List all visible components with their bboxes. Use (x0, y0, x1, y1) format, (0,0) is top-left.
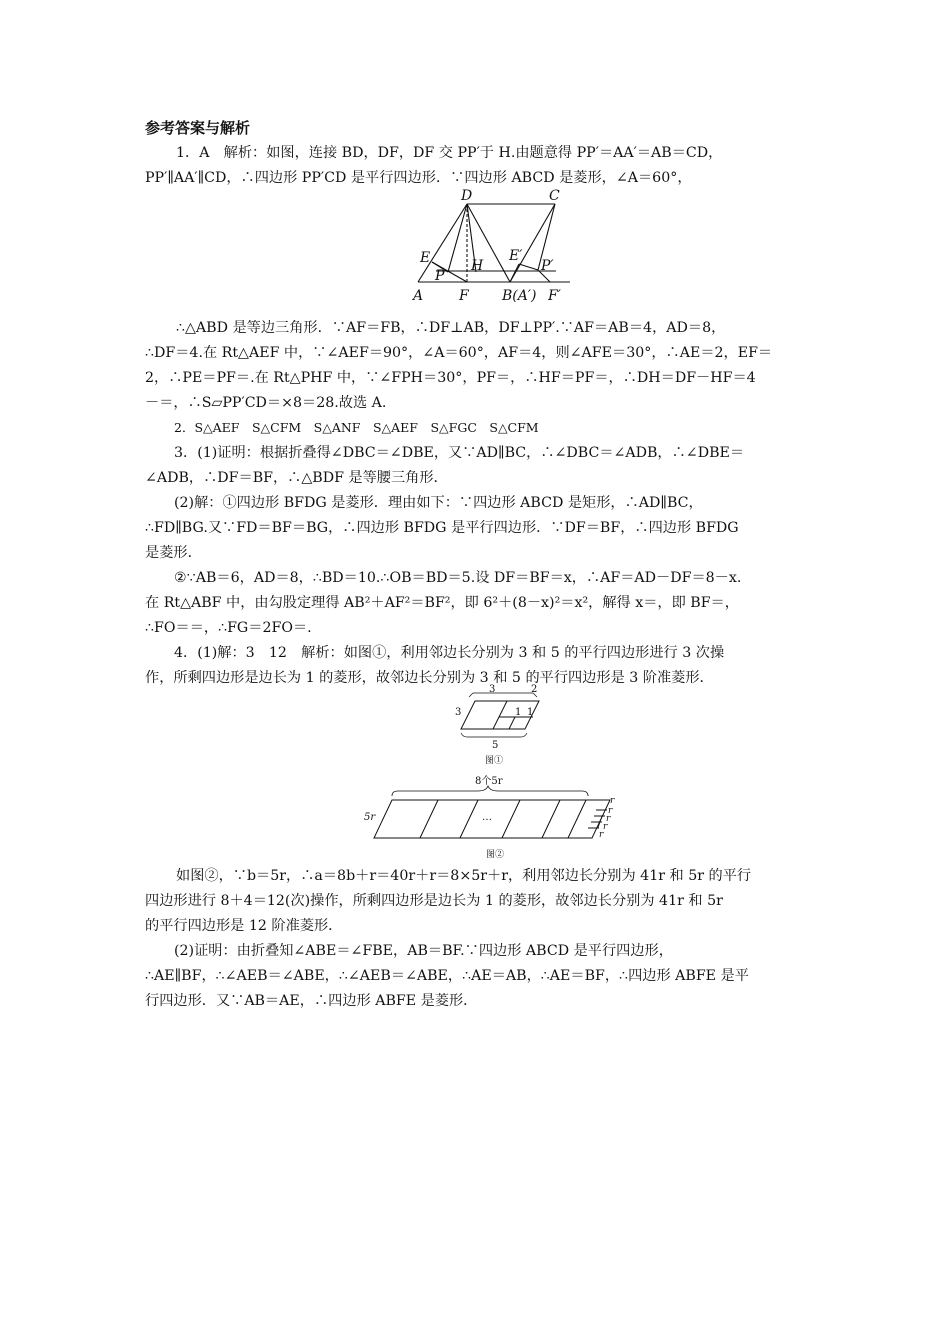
fig2-ellipsis: … (482, 812, 492, 823)
fig1-caption: 图① (485, 756, 504, 766)
label-D: D (461, 188, 473, 204)
label-E-prime: E′ (509, 248, 523, 264)
text-line: －＝，∴S▱PP′CD＝×8＝28.故选 A. (145, 395, 387, 411)
fig2-r4: r (603, 822, 608, 832)
text-line: PP′∥AA′∥CD，∴四边形 PP′CD 是平行四边形．∵四边形 ABCD 是菱形，∠A＝60°， (145, 170, 692, 186)
fig2-caption: 图② (486, 850, 505, 860)
fig2-r1: r (610, 796, 615, 806)
fig1-inner-1b: 1 (527, 707, 534, 718)
text-line: 1．A 解析：如图，连接 BD，DF，DF 交 PP′于 H.由题意得 PP′＝AA′＝AB＝CD， (176, 145, 723, 161)
text-line: 2，∴PE＝PF＝.在 Rt△PHF 中，∵∠FPH＝30°，PF＝，∴HF＝PF＝，∴DH＝DF－HF＝4 (145, 370, 756, 386)
fig1-inner-1a: 1 (515, 707, 522, 718)
fig1-top-3: 3 (489, 684, 496, 695)
label-A: A (413, 288, 424, 304)
text-line: 作，所剩四边形是边长为 1 的菱形，故邻边长分别为 3 和 5 的平行四边形是 3 阶准菱形． (145, 670, 714, 686)
label-F: F (459, 288, 469, 304)
text-line: ∠ADB，∴DF＝BF，∴△BDF 是等腰三角形． (145, 470, 448, 486)
fig1-left-3: 3 (455, 707, 462, 718)
fig2-left-5r: 5r (364, 812, 376, 823)
text-line: 在 Rt△ABF 中，由勾股定理得 AB²＋AF²＝BF²，即 6²＋(8－x)²＝x²，解得 x＝，即 BF＝， (145, 595, 739, 611)
fig2-r3: r (606, 814, 611, 824)
fig2-brace-label: 8个5r (475, 776, 503, 787)
fig2-r2: r (608, 806, 613, 816)
text-line: ∴AE∥BF，∴∠AEB＝∠ABE，∴∠AEB＝∠ABE，∴AE＝AB，∴AE＝BF，∴四边形 ABFE 是平 (145, 968, 749, 984)
text-line: 行四边形．又∵AB＝AE，∴四边形 ABFE 是菱形． (145, 993, 478, 1009)
figure-2-strip (360, 770, 630, 862)
text-line: ∴DF＝4.在 Rt△AEF 中，∵∠AEF＝90°，∠A＝60°，AF＝4，则∠AFE＝30°，∴AE＝2，EF＝ (145, 345, 773, 361)
text-line: 四边形进行 8＋4＝12(次)操作，所剩四边形是边长为 1 的菱形，故邻边长分别为 41r 和 5r (145, 893, 723, 909)
text-line: ②∵AB＝6，AD＝8，∴BD＝10.∴OB＝BD＝5.设 DF＝BF＝x，∴AF＝AD－DF＝8－x. (174, 570, 742, 586)
text-line: 4．(1)解：3 12 解析：如图①，利用邻边长分别为 3 和 5 的平行四边形进行 3 次操 (174, 645, 725, 661)
label-P: P (435, 268, 445, 284)
fig1-bottom-5: 5 (492, 740, 499, 751)
text-line: 3．(1)证明：根据折叠得∠DBC＝∠DBE，又∵AD∥BC，∴∠DBC＝∠ADB，∴∠DBE＝ (174, 445, 745, 461)
text-line: (2)解：①四边形 BFDG 是菱形．理由如下：∵四边形 ABCD 是矩形，∴AD∥BC， (174, 495, 703, 511)
label-E: E (420, 250, 431, 266)
text-line: (2)证明：由折叠知∠ABE＝∠FBE，AB＝BF.∵四边形 ABCD 是平行四边形， (174, 943, 673, 959)
label-C: C (549, 188, 560, 204)
text-line: 2．S△AEF S△CFM S△ANF S△AEF S△FGC S△CFM (174, 420, 539, 435)
figure-1-parallelogram (455, 683, 555, 769)
figure-rhombus (410, 186, 580, 304)
fig1-top-2: 2 (531, 684, 538, 695)
fig2-r5: r (599, 830, 604, 840)
label-P-prime: P′ (541, 258, 554, 274)
text-line: ∴FD∥BG.又∵FD＝BF＝BG，∴四边形 BFDG 是平行四边形．∵DF＝BF，∴四边形 BFDG (145, 520, 739, 536)
text-line: ∴△ABD 是等边三角形．∵AF＝FB，∴DF⊥AB，DF⊥PP′.∵AF＝AB＝4，AD＝8， (176, 320, 726, 336)
text-line: 如图②，∵b＝5r，∴a＝8b＋r＝40r＋r＝8×5r＋r，利用邻边长分别为 41r 和 5r 的平行 (176, 868, 752, 884)
label-B-A-prime: B(A′) (502, 288, 537, 304)
text-line: 的平行四边形是 12 阶准菱形． (145, 918, 343, 934)
text-line: ∴FO＝＝，∴FG＝2FO＝. (145, 620, 312, 636)
answer-heading: 参考答案与解析 (145, 119, 251, 137)
text-line: 是菱形． (145, 545, 202, 561)
label-H: H (471, 258, 484, 274)
label-F-prime: F′ (548, 288, 561, 304)
